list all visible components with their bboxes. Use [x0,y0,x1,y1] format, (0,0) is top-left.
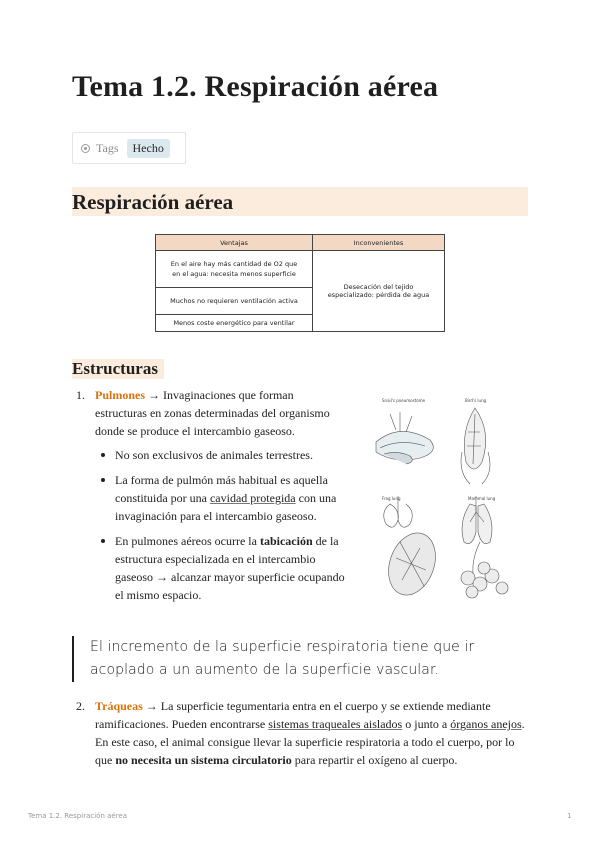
footer-title: Tema 1.2. Respiración aérea [28,812,128,820]
pros-cons-table [155,234,445,332]
item-description: para repartir el oxígeno al cuerpo. [291,753,458,767]
figure-label: Snail's pneumostome [382,398,426,403]
blockquote: El incremento de la superficie respiratoria tiene que ir acoplado a un aumento de la superficie vascular. [72,636,528,682]
table-header-inconvenientes: Inconvenientes [313,235,445,251]
tags-label: Tags [96,140,119,155]
item-description: Invaginaciones que forman estructuras en zonas determinadas del organismo donde se produce el intercambio gaseoso. [95,388,330,438]
table-cell: Muchos no requieren ventilación activa [156,288,313,315]
list-item [76,697,528,769]
figure-label: Frog lung [382,496,401,501]
list-item-text [95,386,348,440]
tags-property [72,132,186,164]
subheading: Estructuras [72,359,158,378]
figure-label: Bird's lung [465,398,487,403]
list-number: 2. [76,699,85,713]
figure-label: Mammal lung [468,496,496,501]
tag-icon [81,144,90,153]
link-organos-anejos[interactable]: órganos anejos [450,717,522,731]
bullet-item [76,471,348,525]
table-cell: Menos coste energético para ventilar [156,315,313,332]
tag-pill[interactable]: Hecho [127,139,170,158]
table-header-ventajas: Ventajas [156,235,313,251]
list-number: 1. [76,388,85,402]
term-traqueas: Tráqueas [95,699,143,713]
term-pulmones: Pulmones [95,388,146,402]
table-cell: En el aire hay más cantidad de O2 que en el agua: necesita menos superficie [156,251,313,288]
table-cell: Desecación del tejido especializado: pérdida de agua [313,251,445,332]
link-cavidad-protegida[interactable]: cavidad protegida [209,491,296,505]
arrow: → [145,699,158,713]
item-description: La superficie tegumentaria entra en el cuerpo y se extiende mediante ramificaciones. Pueden encontrarse [95,699,491,731]
bullet-text: con una invaginación para el intercambio gaseoso. [115,491,337,523]
bullet-item [76,532,348,604]
bullet-text: La forma de pulmón más habitual es aquella constituida por una [115,473,328,505]
bold-tabicacion: tabicación [259,534,313,548]
list-item [76,386,348,604]
link-sistemas-traqueales[interactable]: sistemas traqueales aislados [268,717,403,731]
page-title: Tema 1.2. Respiración aérea [72,70,439,103]
bullet-list [76,446,348,604]
bullet-text: de la estructura especializada en el intercambio gaseoso → alcanzar mayor superficie ocupando el mismo espacio. [115,534,345,602]
lung-diagram-image [370,392,530,608]
subheading-block [72,359,164,379]
list-item-text [95,697,528,769]
bullet-text: No son exclusivos de animales terrestres. [115,448,313,462]
item-description: . En este caso, el animal consigue llevar la superficie respiratoria a todo el cuerpo, por lo que [95,717,525,767]
item-description: o junto a [402,717,451,731]
arrow: → [148,388,161,402]
bullet-text: En pulmones aéreos ocurre la [115,534,260,548]
bullet-item [76,446,348,464]
section-heading-block [72,187,528,216]
page-number: 1 [567,812,572,820]
bold-no-circulatorio: no necesita un sistema circulatorio [115,753,292,767]
section-heading: Respiración aérea [72,190,234,214]
